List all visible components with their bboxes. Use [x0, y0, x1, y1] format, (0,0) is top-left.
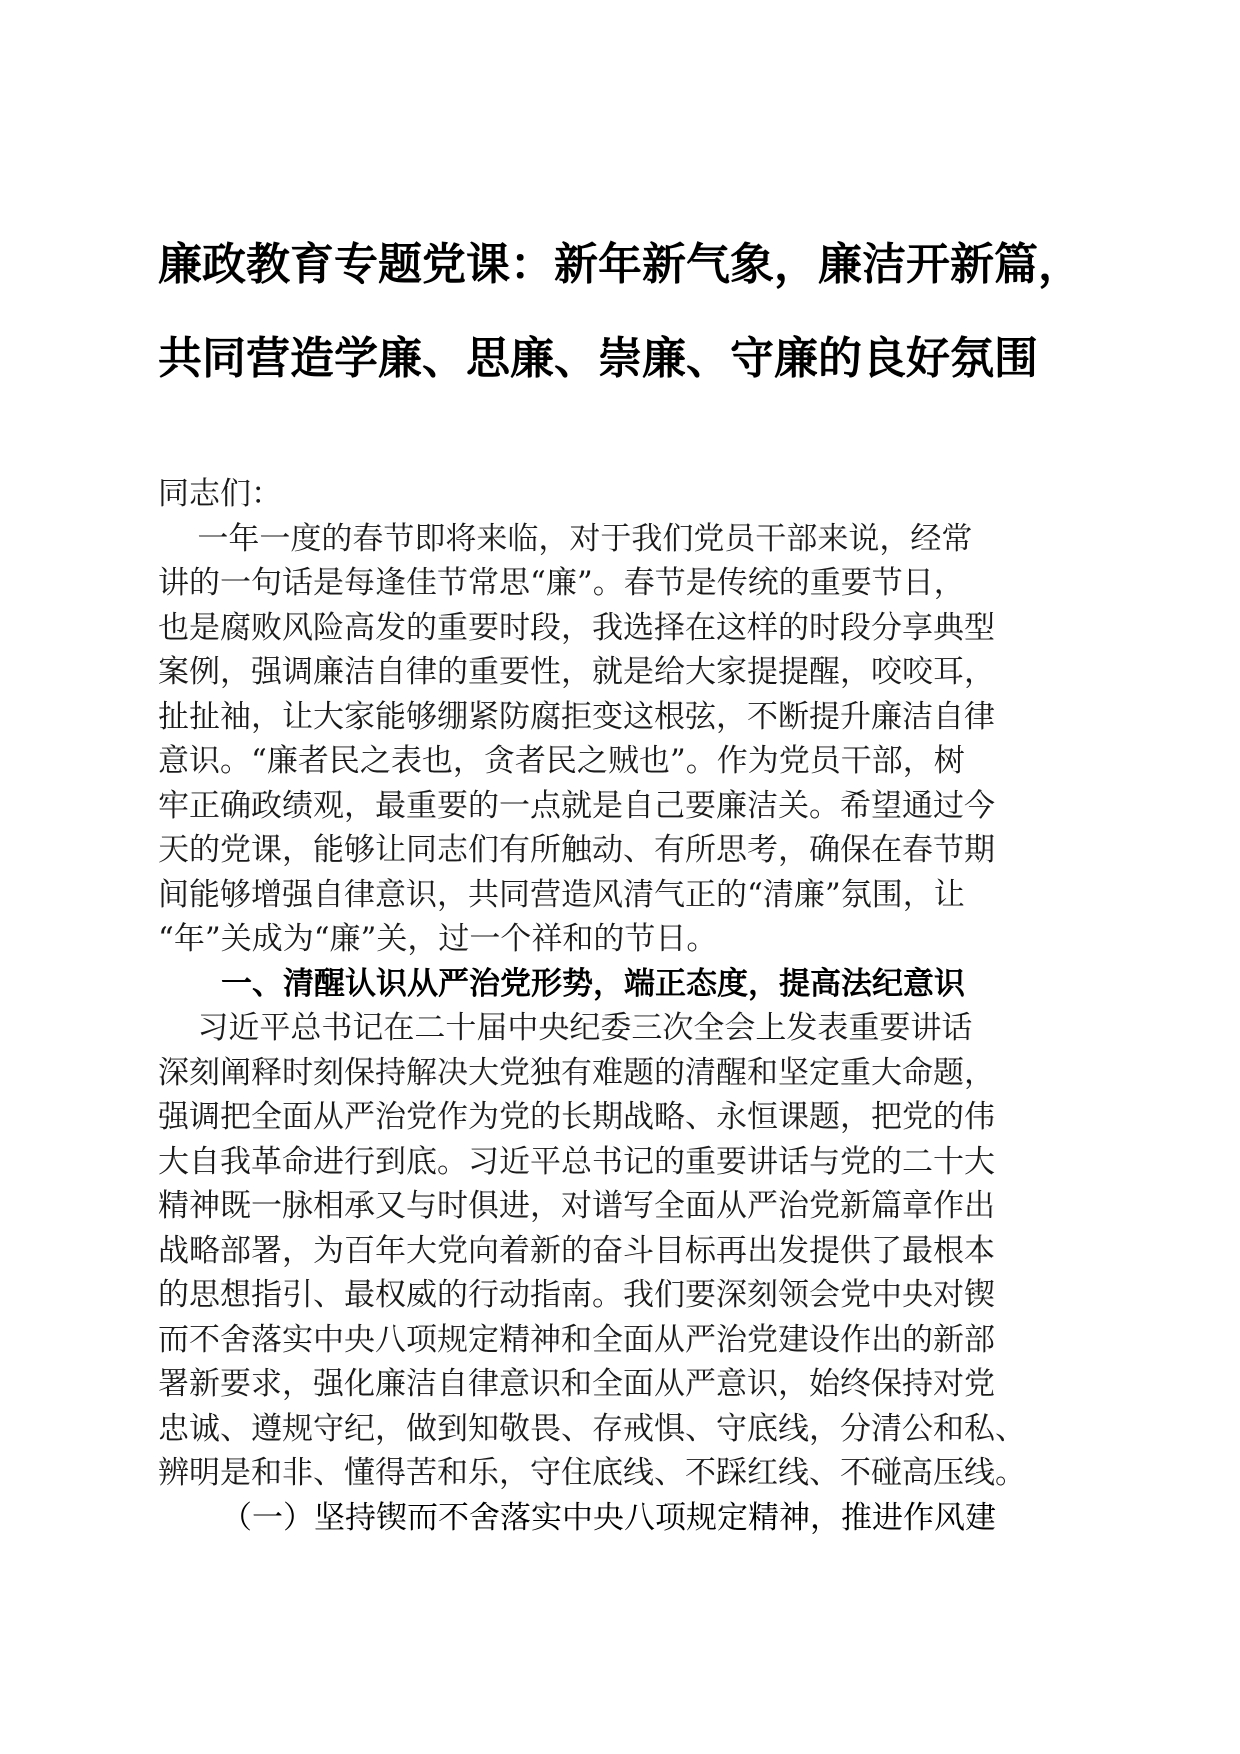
paragraph-intro: 一年一度的春节即将来临，对于我们党员干部来说，经常 讲的一句话是每逢佳节常思“廉”。春节是传统的重要节日， 也是腐败风险高发的重要时段，我选择在这样的时段分享典型 案例，强调廉洁自律的重要性，就是给大家提提醒，咬咬耳， 扯扯袖，让大家能够绷紧防腐拒变这根弦，不断提升廉洁自律 意识。“廉者民之表也，贪者民之贼也”。作为党员干部，树 牢正确政绩观，最重要的一点就是自己要廉洁关。希望通过今 天的党课，能够让同志们有所触动、有所思考，确保在春节期 间能够增强自律意识，共同营造风清气正的“清廉”氛围，让 “年”关成为“廉”关，过一个祥和的节日。	[158, 520, 995, 957]
subsection-heading-1: （一）坚持锲而不舍落实中央八项规定精神，推进作风建	[221, 1499, 996, 1536]
page-title	[158, 218, 1088, 406]
section-heading-1: 一、清醒认识从严治党形势，端正态度，提高法纪意识	[221, 965, 965, 1002]
title-line-2: 共同营造学廉、思廉、崇廉、守廉的良好氛围	[158, 333, 1038, 384]
salutation: 同志们：	[158, 476, 282, 512]
paragraph-section-1: 习近平总书记在二十届中央纪委三次全会上发表重要讲话 深刻阐释时刻保持解决大党独有难题的清醒和坚定重大命题， 强调把全面从严治党作为党的长期战略、永恒课题，把党的伟 大自我革命进行到底。习近平总书记的重要讲话与党的二十大 精神既一脉相承又与时俱进，对谱写全面从严治党新篇章作出 战略部署，为百年大党向着新的奋斗目标再出发提供了最根本 的思想指引、最权威的行动指南。我们要深刻领会党中央对锲 而不舍落实中央八项规定精神和全面从严治党建设作出的新部 署新要求，强化廉洁自律意识和全面从严意识，始终保持对党 忠诚、遵规守纪，做到知敬畏、存戒惧、守底线，分清公和私、 辨明是和非、懂得苦和乐，守住底线、不踩红线、不碰高压线。	[158, 1010, 1026, 1491]
title-line-1: 廉政教育专题党课：新年新气象，廉洁开新篇，	[158, 239, 1082, 290]
document-body	[158, 472, 1088, 1540]
